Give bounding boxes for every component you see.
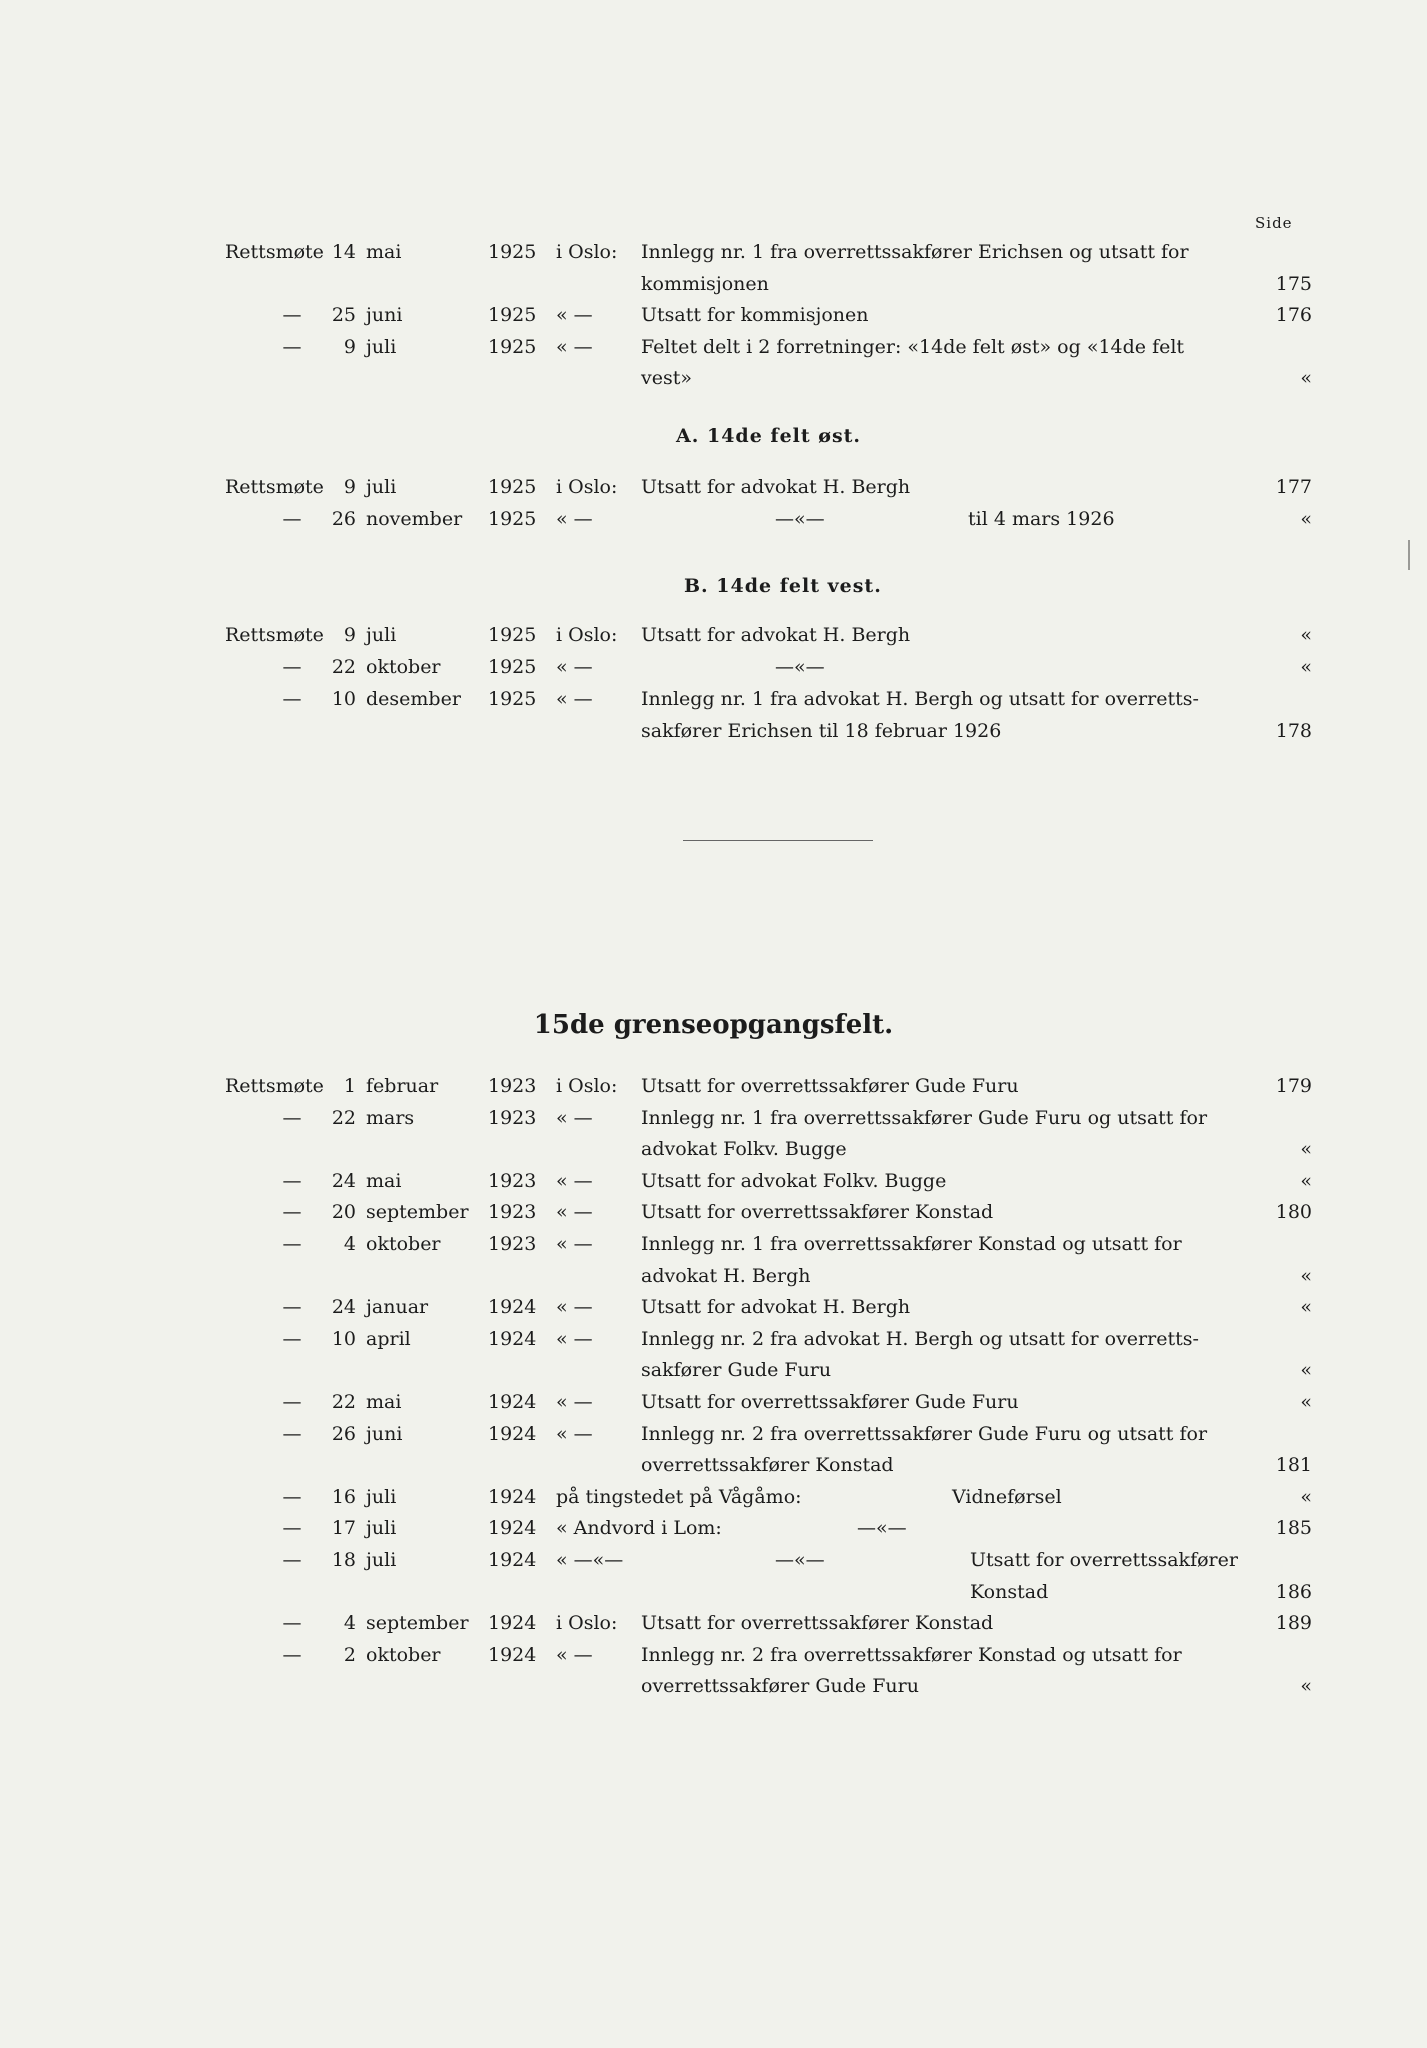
entry-row (0, 1070, 1427, 1102)
entry-text: sakfører Erichsen til 18 februar 1926 (641, 720, 1002, 742)
entry-text: —«— (775, 656, 825, 678)
entry-row (0, 331, 1427, 363)
entry-text: Innlegg nr. 1 fra overrettssakfører Konstad og utsatt for (641, 1233, 1182, 1255)
entry-month: mai (366, 241, 402, 263)
ditto-dash: — (282, 1391, 302, 1413)
page-number: « (1300, 367, 1312, 389)
entry-place: « — (556, 688, 593, 710)
entry-row (0, 1670, 1427, 1702)
ditto-dash: — (282, 335, 302, 358)
page-number: « (1300, 624, 1312, 646)
entry-year: 1925 (488, 476, 537, 498)
entry-text: vest» (641, 367, 692, 389)
entry-place: « — (556, 1391, 593, 1413)
entry-row (0, 1291, 1427, 1323)
entry-place: « — (556, 1296, 593, 1319)
entry-year: 1925 (488, 656, 537, 678)
ditto-dash: — (282, 1517, 302, 1540)
scan-edge-mark (1408, 540, 1410, 570)
entry-year: 1924 (488, 1327, 537, 1350)
entry-year: 1924 (488, 1422, 537, 1445)
entry-row (0, 236, 1427, 268)
entry-year: 1923 (488, 1201, 537, 1224)
ditto-dash: — (282, 1549, 302, 1571)
entry-day: 2 (343, 1643, 356, 1666)
entry-month: juli (366, 624, 397, 646)
entry-text: Utsatt for advokat H. Bergh (641, 476, 911, 498)
entry-text: Utsatt for kommisjonen (641, 304, 869, 326)
entry-text: —«— (857, 1517, 907, 1540)
ditto-dash: — (282, 1485, 302, 1508)
ditto-dash: — (282, 1612, 302, 1635)
rettsmote-label: Rettsmøte (225, 241, 324, 263)
entry-place: i Oslo: (556, 241, 618, 263)
entry-year: 1924 (488, 1549, 537, 1571)
ditto-dash: — (282, 508, 302, 530)
entry-month: juli (366, 1549, 397, 1571)
heading-14de-felt-vest: B. 14de felt vest. (684, 575, 882, 597)
entry-month: juli (366, 1485, 397, 1508)
entry-month: oktober (366, 1233, 441, 1255)
entry-text: —«— (775, 508, 825, 530)
page-number: 178 (1275, 720, 1312, 742)
entry-row (0, 715, 1427, 747)
entry-day: 16 (331, 1485, 356, 1508)
entry-year: 1925 (488, 241, 537, 263)
entry-month: september (366, 1201, 469, 1224)
page-number: « (1300, 1169, 1312, 1192)
entry-year: 1925 (488, 304, 537, 326)
entry-place: « — (556, 508, 593, 530)
entry-year: 1923 (488, 1169, 537, 1192)
page-number: « (1300, 1138, 1312, 1161)
entry-month: mars (366, 1106, 415, 1129)
entry-text: overrettssakfører Konstad (641, 1454, 894, 1477)
entry-month: oktober (366, 1643, 441, 1666)
page-number: « (1300, 1296, 1312, 1319)
entry-row (0, 683, 1427, 715)
rettsmote-label: Rettsmøte (225, 624, 324, 646)
ditto-dash: — (282, 1327, 302, 1350)
entry-month: november (366, 508, 463, 530)
page-number: 189 (1275, 1612, 1312, 1635)
entry-text: advokat H. Bergh (641, 1264, 811, 1287)
entry-year: 1925 (488, 508, 537, 530)
ditto-dash: — (282, 1201, 302, 1224)
entry-month: juni (366, 1422, 403, 1445)
entry-day: 10 (331, 1327, 356, 1350)
entry-row (0, 1386, 1427, 1418)
entry-text: Utsatt for advokat H. Bergh (641, 1296, 911, 1319)
entry-text: Utsatt for advokat H. Bergh (641, 624, 911, 646)
entry-day: 10 (331, 688, 356, 710)
page-number: 180 (1275, 1201, 1312, 1224)
entry-row (0, 1133, 1427, 1165)
entry-day: 26 (331, 1422, 356, 1445)
entry-month: januar (366, 1296, 429, 1319)
entry-text: Utsatt for advokat Folkv. Bugge (641, 1169, 947, 1192)
entry-row (0, 503, 1427, 535)
entry-row (0, 1196, 1427, 1228)
entry-place: i Oslo: (556, 1612, 618, 1635)
entry-year: 1925 (488, 688, 537, 710)
entry-month: oktober (366, 656, 441, 678)
page-number: 179 (1275, 1075, 1312, 1097)
entry-text: Vidneførsel (952, 1485, 1062, 1508)
entry-text: —«— (775, 1549, 825, 1571)
entry-day: 20 (331, 1201, 356, 1224)
ditto-dash: — (282, 1106, 302, 1129)
entry-month: desember (366, 688, 461, 710)
entry-row (0, 1260, 1427, 1292)
entry-place: « — (556, 1327, 593, 1350)
ditto-dash: — (282, 1422, 302, 1445)
entry-text: Innlegg nr. 2 fra overrettssakfører Gude Furu og utsatt for (641, 1422, 1208, 1445)
ditto-dash: — (282, 1233, 302, 1255)
entry-place: i Oslo: (556, 1075, 618, 1097)
entry-year: 1923 (488, 1106, 537, 1129)
entry-text-continued: til 4 mars 1926 (968, 508, 1115, 530)
entry-place: « — (556, 304, 593, 326)
entry-row (0, 1449, 1427, 1481)
entry-place: « — (556, 1422, 593, 1445)
section-divider (683, 840, 873, 841)
entry-day: 22 (331, 1391, 356, 1413)
entry-place: « — (556, 1106, 593, 1129)
entry-month: juni (366, 304, 403, 326)
entry-place: « — (556, 1233, 593, 1255)
entry-row (0, 1576, 1427, 1608)
entry-day: 4 (343, 1233, 356, 1255)
entry-place: « — (556, 1643, 593, 1666)
entry-year: 1924 (488, 1643, 537, 1666)
entry-day: 9 (343, 624, 356, 646)
entry-row (0, 1228, 1427, 1260)
entry-row (0, 1544, 1427, 1576)
page-number: « (1300, 1485, 1312, 1508)
page-number: 176 (1275, 304, 1312, 326)
entry-day: 22 (331, 656, 356, 678)
entry-day: 4 (343, 1612, 356, 1635)
entry-year: 1924 (488, 1612, 537, 1635)
entry-place: « Andvord i Lom: (556, 1517, 722, 1540)
entry-day: 14 (331, 241, 356, 263)
entry-text: overrettssakfører Gude Furu (641, 1675, 919, 1698)
entry-row (0, 268, 1427, 300)
page-number: « (1300, 1391, 1312, 1413)
page-number: « (1300, 1264, 1312, 1287)
entry-row (0, 1165, 1427, 1197)
entry-place: « —«— (556, 1549, 624, 1571)
entry-day: 1 (343, 1075, 356, 1097)
entry-month: mai (366, 1169, 402, 1192)
entry-row (0, 1481, 1427, 1513)
entry-text: Utsatt for overrettssakfører Konstad (641, 1201, 994, 1224)
entry-text: Innlegg nr. 1 fra overrettssakfører Gude Furu og utsatt for (641, 1106, 1208, 1129)
entry-row (0, 1323, 1427, 1355)
entry-place: « — (556, 656, 593, 678)
page-number: « (1300, 508, 1312, 530)
entry-year: 1924 (488, 1296, 537, 1319)
entry-day: 24 (331, 1296, 356, 1319)
entry-day: 9 (343, 335, 356, 358)
entry-month: juli (366, 335, 397, 358)
ditto-dash: — (282, 1643, 302, 1666)
entry-place: i Oslo: (556, 624, 618, 646)
entry-year: 1924 (488, 1517, 537, 1540)
ditto-dash: — (282, 688, 302, 710)
page-number: 181 (1275, 1454, 1312, 1477)
entry-row (0, 1607, 1427, 1639)
entry-month: mai (366, 1391, 402, 1413)
entry-day: 17 (331, 1517, 356, 1540)
entry-text: kommisjonen (641, 272, 769, 295)
entry-text: Innlegg nr. 2 fra overrettssakfører Konstad og utsatt for (641, 1643, 1182, 1666)
entry-day: 22 (331, 1106, 356, 1129)
entry-month: juli (366, 476, 397, 498)
entry-place: « — (556, 1169, 593, 1192)
entry-text: Innlegg nr. 1 fra overrettssakfører Erichsen og utsatt for (641, 241, 1189, 263)
entry-text: advokat Folkv. Bugge (641, 1138, 847, 1161)
entry-place: på tingstedet på Vågåmo: (556, 1485, 802, 1508)
entry-row (0, 1418, 1427, 1450)
entry-row (0, 651, 1427, 683)
entry-day: 18 (331, 1549, 356, 1571)
entry-text: sakfører Gude Furu (641, 1359, 832, 1382)
page-number: 177 (1275, 476, 1312, 498)
entry-day: 26 (331, 508, 356, 530)
entry-year: 1924 (488, 1485, 537, 1508)
entry-year: 1925 (488, 624, 537, 646)
entry-day: 9 (343, 476, 356, 498)
ditto-dash: — (282, 1169, 302, 1192)
entry-text: Utsatt for overrettssakfører Gude Furu (641, 1075, 1019, 1097)
rettsmote-label: Rettsmøte (225, 476, 324, 498)
page-number: 185 (1275, 1517, 1312, 1540)
entry-place: « — (556, 335, 593, 358)
entry-year: 1925 (488, 335, 537, 358)
entry-row (0, 1354, 1427, 1386)
entry-year: 1923 (488, 1075, 537, 1097)
entry-day: 25 (331, 304, 356, 326)
entry-row (0, 1639, 1427, 1671)
entry-text: Utsatt for overrettssakfører Konstad (641, 1612, 994, 1635)
entry-month: juli (366, 1517, 397, 1540)
entry-year: 1923 (488, 1233, 537, 1255)
page-number: 175 (1275, 272, 1312, 295)
page-number: « (1300, 656, 1312, 678)
entry-text: Innlegg nr. 2 fra advokat H. Bergh og utsatt for overretts- (641, 1327, 1199, 1350)
entry-row (0, 619, 1427, 651)
entry-text: Innlegg nr. 1 fra advokat H. Bergh og utsatt for overretts- (641, 688, 1199, 710)
entry-row (0, 1102, 1427, 1134)
entry-month: februar (366, 1075, 439, 1097)
entry-row (0, 471, 1427, 503)
side-column-label: Side (1255, 214, 1293, 232)
entry-month: april (366, 1327, 411, 1350)
entry-row (0, 362, 1427, 394)
entry-place: « — (556, 1201, 593, 1224)
entry-row (0, 299, 1427, 331)
heading-15de-grenseopgangsfelt: 15de grenseopgangsfelt. (533, 1010, 894, 1040)
page-number: « (1300, 1675, 1312, 1698)
rettsmote-label: Rettsmøte (225, 1075, 324, 1097)
ditto-dash: — (282, 656, 302, 678)
page-number: « (1300, 1359, 1312, 1382)
entry-place: i Oslo: (556, 476, 618, 498)
entry-text: Utsatt for overrettssakfører Gude Furu (641, 1391, 1019, 1413)
entry-text-continued: Konstad (970, 1580, 1049, 1603)
heading-14de-felt-ost: A. 14de felt øst. (676, 425, 862, 447)
entry-month: september (366, 1612, 469, 1635)
entry-row (0, 1512, 1427, 1544)
ditto-dash: — (282, 304, 302, 326)
entry-text: Feltet delt i 2 forretninger: «14de felt øst» og «14de felt (641, 335, 1185, 358)
page-number: 186 (1275, 1580, 1312, 1603)
entry-day: 24 (331, 1169, 356, 1192)
entry-year: 1924 (488, 1391, 537, 1413)
entry-text-continued: Utsatt for overrettssakfører (970, 1549, 1238, 1571)
ditto-dash: — (282, 1296, 302, 1319)
